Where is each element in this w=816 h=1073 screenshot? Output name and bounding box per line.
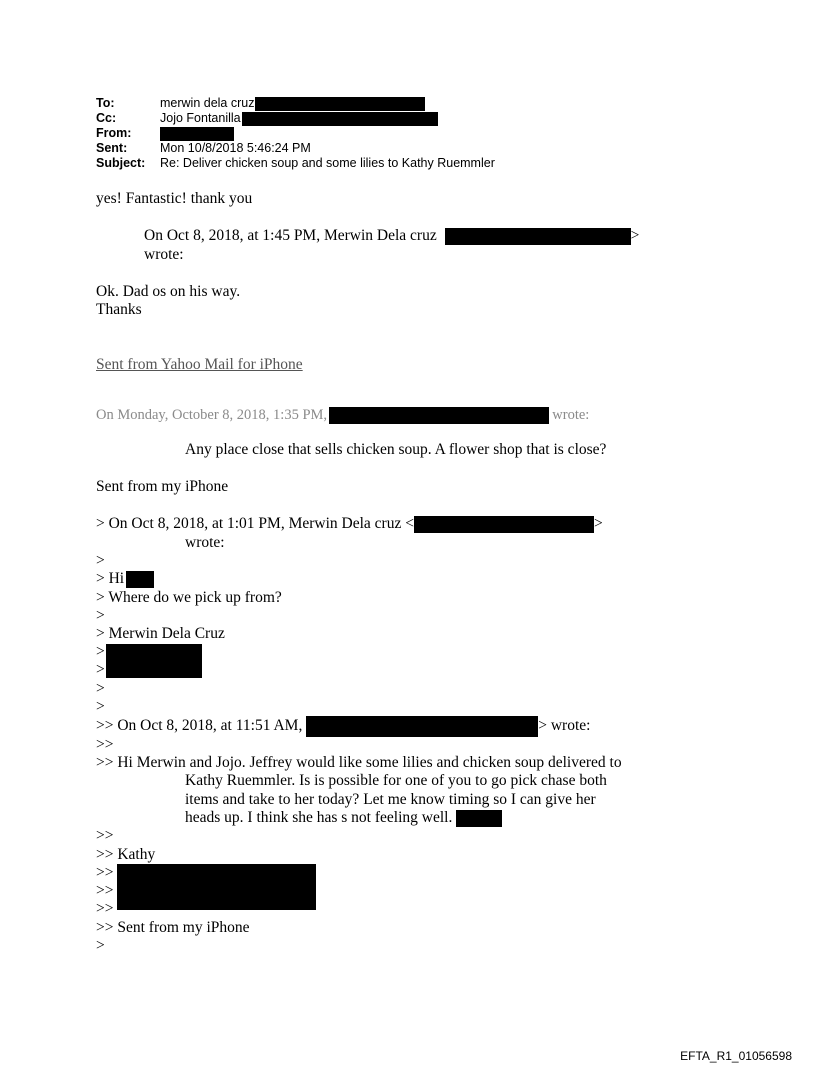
- quote4-wrote: > wrote:: [538, 717, 591, 735]
- redaction-bar: [329, 407, 549, 424]
- quote4-line4: [185, 808, 502, 827]
- quote4-kathy: >> Kathy: [96, 846, 156, 863]
- quote-marker: >>: [96, 900, 114, 917]
- quote1-intro-tail: >: [630, 227, 640, 244]
- subject-label: Subject:: [96, 156, 146, 170]
- quote-marker: >: [96, 698, 105, 715]
- redaction-bar: [456, 810, 502, 827]
- quote3-name: > Merwin Dela Cruz: [96, 625, 225, 642]
- redaction-bar: [242, 112, 438, 126]
- quote3-intro-text: > On Oct 8, 2018, at 1:01 PM, Merwin Dela cruz <: [96, 515, 414, 532]
- quote1-line2: Thanks: [96, 301, 142, 318]
- yahoo-mail-link[interactable]: Sent from Yahoo Mail for iPhone: [96, 356, 303, 373]
- quote1-wrote: wrote:: [144, 246, 184, 263]
- quote2-text: Any place close that sells chicken soup. A flower shop that is close?: [185, 441, 607, 458]
- quote3-intro-tail: >: [593, 515, 603, 532]
- quote3-intro: [96, 514, 603, 533]
- redaction-bar: [160, 127, 234, 141]
- sent-row: [96, 141, 716, 156]
- sent-value: Mon 10/8/2018 5:46:24 PM: [160, 141, 311, 155]
- to-label: To:: [96, 96, 115, 110]
- to-value: merwin dela cruz: [160, 96, 255, 110]
- quote-marker: >: [96, 643, 105, 660]
- quote-marker: >: [96, 937, 105, 954]
- redaction-bar: [445, 228, 631, 245]
- quote-marker: >>: [96, 882, 114, 899]
- quote4-intro-text: >> On Oct 8, 2018, at 11:51 AM,: [96, 717, 303, 735]
- quote4-intro: [96, 716, 590, 737]
- quote3-where: > Where do we pick up from?: [96, 589, 282, 606]
- from-row: [96, 126, 716, 141]
- to-row: [96, 96, 716, 111]
- sent-label: Sent:: [96, 141, 128, 155]
- quote2-intro-text: On Monday, October 8, 2018, 1:35 PM,: [96, 407, 328, 423]
- quote4-sent: >> Sent from my iPhone: [96, 919, 250, 936]
- subject-value: Re: Deliver chicken soup and some lilies to Kathy Ruemmler: [160, 156, 495, 170]
- quote1-intro: [144, 226, 639, 245]
- bates-number: EFTA_R1_01056598: [680, 1049, 792, 1063]
- quote1-intro-text: On Oct 8, 2018, at 1:45 PM, Merwin Dela cruz: [144, 227, 437, 244]
- iphone-signature: Sent from my iPhone: [96, 478, 229, 495]
- email-header: [96, 96, 716, 171]
- cc-value: Jojo Fontanilla: [160, 111, 241, 125]
- quote3-wrote: wrote:: [185, 534, 225, 551]
- from-label: From:: [96, 126, 132, 140]
- quote4-line3: items and take to her today? Let me know timing so I can give her: [185, 791, 596, 808]
- quote2-intro: [96, 406, 589, 425]
- redaction-bar: [126, 571, 154, 588]
- cc-label: Cc:: [96, 111, 117, 125]
- quote-marker: >: [96, 680, 105, 697]
- quote-marker: >>: [96, 736, 114, 753]
- quote-marker: >: [96, 552, 105, 569]
- quote4-line4-text: heads up. I think she has s not feeling well.: [185, 809, 453, 826]
- reply-text: yes! Fantastic! thank you: [96, 190, 253, 207]
- quote2-wrote: wrote:: [552, 407, 590, 423]
- quote-marker: >>: [96, 864, 114, 881]
- redaction-bar: [117, 864, 316, 910]
- quote-marker: >: [96, 661, 105, 678]
- quote1-line1: Ok. Dad os on his way.: [96, 283, 241, 300]
- quote-marker: >>: [96, 827, 114, 844]
- quote4-line2: Kathy Ruemmler. Is is possible for one of you to go pick chase both: [185, 772, 607, 789]
- quote-marker: >: [96, 607, 105, 624]
- quote3-hi: [96, 569, 154, 588]
- redaction-bar: [106, 644, 202, 678]
- redaction-bar: [306, 716, 538, 737]
- subject-row: [96, 156, 716, 171]
- cc-row: [96, 111, 716, 126]
- redaction-bar: [414, 516, 594, 533]
- quote3-hi-text: > Hi: [96, 570, 125, 587]
- redaction-bar: [255, 97, 425, 111]
- quote4-line1: >> Hi Merwin and Jojo. Jeffrey would like some lilies and chicken soup delivered to: [96, 754, 622, 771]
